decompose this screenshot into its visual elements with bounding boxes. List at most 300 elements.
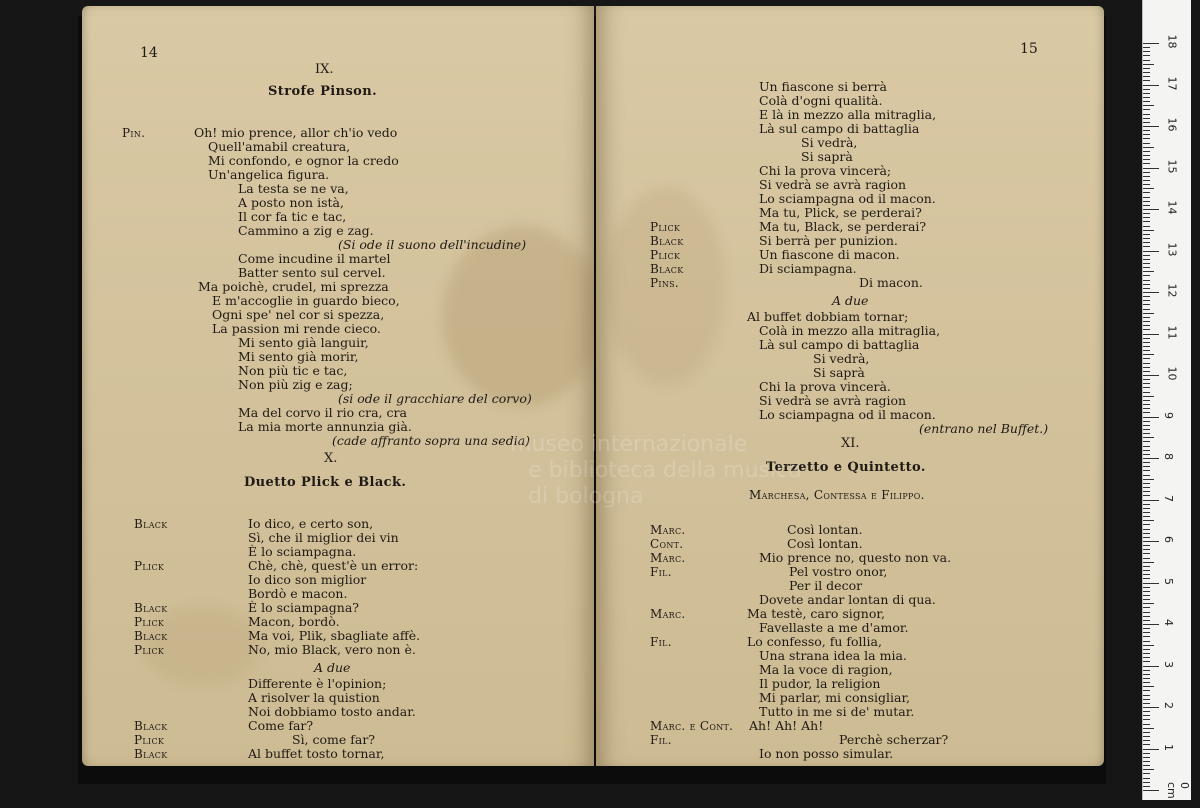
stage-direction: (si ode il gracchiare del corvo) <box>338 391 532 406</box>
ruler-minor-tick <box>1143 197 1150 198</box>
ruler-minor-tick <box>1143 545 1150 546</box>
ruler-minor-tick <box>1143 491 1150 492</box>
speaker-label: Plick <box>134 733 165 747</box>
stage-direction: A due <box>832 293 869 308</box>
ruler-minor-tick <box>1143 462 1150 463</box>
ruler-tick <box>1143 375 1159 376</box>
verse-line: Non più zig e zag; <box>238 377 353 392</box>
ruler-minor-tick <box>1143 454 1150 455</box>
ruler-minor-tick <box>1143 122 1150 123</box>
ruler-minor-tick <box>1143 230 1154 231</box>
ruler-minor-tick <box>1143 765 1150 766</box>
ruler-minor-tick <box>1143 180 1150 181</box>
verse-line: Mi parlar, mi consigliar, <box>759 690 911 705</box>
verse-line: Un'angelica figura. <box>208 167 330 182</box>
speaker-label: Plick <box>134 559 165 573</box>
speaker-label: Cont. <box>650 537 684 551</box>
ruler-minor-tick <box>1143 105 1154 106</box>
ruler-minor-tick <box>1143 114 1150 115</box>
verse-line: Noi dobbiamo tosto andar. <box>248 704 416 719</box>
speaker-label: Plick <box>134 615 165 629</box>
ruler-minor-tick <box>1143 433 1150 434</box>
stage-direction: A due <box>314 660 351 675</box>
right-page <box>596 6 1104 766</box>
stage-direction: (Si ode il suono dell'incudine) <box>338 237 527 252</box>
verse-line: Di macon. <box>859 275 923 290</box>
section-numeral: XI. <box>841 436 860 451</box>
ruler-minor-tick <box>1143 529 1150 530</box>
ruler-minor-tick <box>1143 786 1150 787</box>
verse-line: Ma tu, Plick, se perderai? <box>759 205 922 220</box>
ruler-number: 11 <box>1165 325 1179 339</box>
ruler-minor-tick <box>1143 60 1150 61</box>
section-title: Terzetto e Quintetto. <box>766 460 926 475</box>
verse-line: Si berrà per punizion. <box>759 233 898 248</box>
ruler-minor-tick <box>1143 325 1150 326</box>
speaker-label: Pin. <box>122 126 146 140</box>
ruler-minor-tick <box>1143 267 1150 268</box>
ruler-minor-tick <box>1143 736 1150 737</box>
ruler-minor-tick <box>1143 192 1150 193</box>
ruler-minor-tick <box>1143 778 1150 779</box>
verse-line: Là sul campo di battaglia <box>759 337 920 352</box>
ruler-minor-tick <box>1143 288 1150 289</box>
speaker-label: Plick <box>650 220 681 234</box>
verse-line: Io dico son miglior <box>248 572 367 587</box>
verse-line: No, mio Black, vero non è. <box>248 642 416 657</box>
verse-line: Come far? <box>248 718 314 733</box>
ruler-number: 1 <box>1162 743 1175 751</box>
ruler-minor-tick <box>1143 657 1150 658</box>
verse-line: A risolver la quistion <box>248 690 380 705</box>
ruler-minor-tick <box>1143 147 1154 148</box>
ruler-minor-tick <box>1143 553 1150 554</box>
page-number: 14 <box>140 45 158 61</box>
ruler-minor-tick <box>1143 205 1150 206</box>
ruler-minor-tick <box>1143 724 1150 725</box>
verse-line: Come incudine il martel <box>238 251 391 266</box>
verse-line: Un fiascone di macon. <box>759 247 900 262</box>
verse-line: Mi confondo, e ognor la credo <box>208 153 399 168</box>
ruler-minor-tick <box>1143 350 1150 351</box>
ruler-minor-tick <box>1143 674 1150 675</box>
ruler-number: 15 <box>1165 159 1179 173</box>
ruler-number: 6 <box>1162 536 1175 543</box>
ruler-minor-tick <box>1143 371 1150 372</box>
ruler-minor-tick <box>1143 89 1150 90</box>
ruler-minor-tick <box>1143 562 1154 563</box>
ruler-minor-tick <box>1143 404 1150 405</box>
ruler-minor-tick <box>1143 524 1150 525</box>
ruler-tick <box>1143 334 1159 335</box>
ruler-minor-tick <box>1143 757 1150 758</box>
ruler-minor-tick <box>1143 446 1150 447</box>
ruler-minor-tick <box>1143 400 1150 401</box>
ruler-minor-tick <box>1143 512 1150 513</box>
verse-line: Favellaste a me d'amor. <box>759 620 909 635</box>
verse-line: Là sul campo di battaglia <box>759 121 920 136</box>
ruler-minor-tick <box>1143 470 1150 471</box>
verse-line: Non più tic e tac, <box>238 363 348 378</box>
ruler-minor-tick <box>1143 246 1150 247</box>
verse-line: Chè, chè, quest'è un error: <box>248 558 419 573</box>
ruler-minor-tick <box>1143 217 1150 218</box>
ruler-minor-tick <box>1143 537 1150 538</box>
ruler-minor-tick <box>1143 620 1150 621</box>
ruler-minor-tick <box>1143 587 1150 588</box>
verse-line: Mio prence no, questo non va. <box>759 550 952 565</box>
verse-line: Lo sciampagna od il macon. <box>759 407 936 422</box>
verse-line: Tutto in me si de' mutar. <box>759 704 915 719</box>
verse-line: Colà d'ogni qualità. <box>759 93 883 108</box>
verse-line: Un fiascone si berrà <box>759 79 887 94</box>
ruler-number: 18 <box>1165 34 1179 49</box>
ruler-minor-tick <box>1143 259 1150 260</box>
speaker-label: Fil. <box>650 565 672 579</box>
ruler-minor-tick <box>1143 201 1150 202</box>
verse-line: È lo sciampagna. <box>248 544 357 559</box>
ruler-minor-tick <box>1143 487 1150 488</box>
ruler-minor-tick <box>1143 740 1150 741</box>
ruler-minor-tick <box>1143 184 1150 185</box>
ruler-minor-tick <box>1143 695 1150 696</box>
ruler-minor-tick <box>1143 595 1150 596</box>
ruler-minor-tick <box>1143 782 1150 783</box>
measuring-ruler <box>1142 0 1191 800</box>
speaker-label: Fil. <box>650 733 672 747</box>
ruler-tick <box>1143 209 1159 210</box>
ruler-minor-tick <box>1143 441 1150 442</box>
ruler-minor-tick <box>1143 636 1150 637</box>
speaker-label: Marc. <box>650 523 686 537</box>
watermark-line-2: e biblioteca della musica <box>528 458 802 483</box>
ruler-minor-tick <box>1143 387 1150 388</box>
ruler-minor-tick <box>1143 761 1150 762</box>
ruler-minor-tick <box>1143 483 1150 484</box>
ruler-minor-tick <box>1143 520 1154 521</box>
ruler-minor-tick <box>1143 715 1150 716</box>
ruler-minor-tick <box>1143 466 1150 467</box>
ruler-tick <box>1143 624 1159 625</box>
ruler-minor-tick <box>1143 383 1150 384</box>
ruler-minor-tick <box>1143 607 1150 608</box>
ruler-minor-tick <box>1143 645 1154 646</box>
ruler-minor-tick <box>1143 632 1150 633</box>
ruler-tick <box>1143 251 1159 252</box>
ruler-minor-tick <box>1143 392 1150 393</box>
ruler-minor-tick <box>1143 213 1150 214</box>
verse-line: Sì, che il miglior dei vin <box>248 530 399 545</box>
ruler-minor-tick <box>1143 367 1150 368</box>
speaker-label: Black <box>650 262 684 276</box>
ruler-tick <box>1143 168 1159 169</box>
ruler-minor-tick <box>1143 421 1150 422</box>
ruler-minor-tick <box>1143 358 1150 359</box>
ruler-minor-tick <box>1143 80 1150 81</box>
verse-line: Ma testè, caro signor, <box>747 606 885 621</box>
ruler-minor-tick <box>1143 342 1150 343</box>
ruler-minor-tick <box>1143 504 1150 505</box>
speaker-label: Marc. <box>650 551 686 565</box>
ruler-tick <box>1143 707 1159 708</box>
verse-line: Si vedrà se avrà ragion <box>759 177 907 192</box>
ruler-minor-tick <box>1143 686 1154 687</box>
ruler-minor-tick <box>1143 678 1150 679</box>
ruler-minor-tick <box>1143 155 1150 156</box>
ruler-minor-tick <box>1143 566 1150 567</box>
ruler-tick <box>1143 749 1159 750</box>
verse-line: Al buffet dobbiam tornar; <box>747 309 909 324</box>
verse-line: La mia morte annunzia già. <box>238 419 412 434</box>
ruler-minor-tick <box>1143 300 1150 301</box>
ruler-number: 10 <box>1165 366 1179 381</box>
ruler-minor-tick <box>1143 753 1150 754</box>
ruler-minor-tick <box>1143 68 1150 69</box>
ruler-minor-tick <box>1143 412 1150 413</box>
verse-line: Perchè scherzar? <box>839 732 949 747</box>
verse-line: Di sciampagna. <box>759 261 857 276</box>
ruler-tick <box>1143 790 1159 791</box>
speaker-label: Fil. <box>650 635 672 649</box>
ruler-minor-tick <box>1143 508 1150 509</box>
cast-list: Marchesa, Contessa e Filippo. <box>749 488 925 502</box>
verse-line: Ma tu, Black, se perderai? <box>759 219 927 234</box>
speaker-label: Marc. e Cont. <box>650 719 734 733</box>
ruler-number: 2 <box>1162 702 1175 709</box>
ruler-minor-tick <box>1143 151 1150 152</box>
speaker-label: Black <box>134 517 168 531</box>
verse-line: Macon, bordò. <box>248 614 340 629</box>
ruler-minor-tick <box>1143 396 1154 397</box>
ruler-minor-tick <box>1143 437 1154 438</box>
verse-line: Io non posso simular. <box>759 746 894 761</box>
verse-line: Mi sento già morir, <box>238 349 359 364</box>
ruler-number: 8 <box>1162 453 1175 460</box>
ruler-minor-tick <box>1143 346 1150 347</box>
ruler-minor-tick <box>1143 450 1150 451</box>
verse-line: A posto non istà, <box>238 195 344 210</box>
verse-line: Si vedrà se avrà ragion <box>759 393 907 408</box>
ruler-minor-tick <box>1143 574 1150 575</box>
ruler-minor-tick <box>1143 238 1150 239</box>
ruler-minor-tick <box>1143 591 1150 592</box>
ruler-minor-tick <box>1143 773 1150 774</box>
ruler-minor-tick <box>1143 649 1150 650</box>
verse-line: Per il decor <box>789 578 863 593</box>
verse-line: Ah! Ah! Ah! <box>749 718 824 733</box>
ruler-tick <box>1143 85 1159 86</box>
ruler-minor-tick <box>1143 516 1150 517</box>
ruler-number: 3 <box>1162 660 1175 668</box>
ruler-minor-tick <box>1143 51 1150 52</box>
ruler-minor-tick <box>1143 76 1150 77</box>
ruler-minor-tick <box>1143 321 1150 322</box>
ruler-tick <box>1143 43 1159 44</box>
verse-line: Una strana idea la mia. <box>759 648 907 663</box>
ruler-minor-tick <box>1143 255 1150 256</box>
ruler-minor-tick <box>1143 304 1150 305</box>
ruler-number: 16 <box>1165 117 1179 132</box>
verse-line: Differente è l'opinion; <box>248 676 387 691</box>
ruler-minor-tick <box>1143 549 1150 550</box>
verse-line: Oh! mio prence, allor ch'io vedo <box>194 125 398 140</box>
verse-line: Si saprà <box>801 149 853 164</box>
ruler-minor-tick <box>1143 138 1150 139</box>
verse-line: Si vedrà, <box>813 351 870 366</box>
verse-line: Lo sciampagna od il macon. <box>759 191 936 206</box>
ruler-minor-tick <box>1143 329 1150 330</box>
ruler-minor-tick <box>1143 263 1150 264</box>
section-numeral: IX. <box>315 62 334 77</box>
ruler-minor-tick <box>1143 296 1150 297</box>
verse-line: Chi la prova vincerà. <box>759 379 891 394</box>
ruler-minor-tick <box>1143 97 1150 98</box>
verse-line: È lo sciampagna? <box>248 600 359 615</box>
ruler-minor-tick <box>1143 558 1150 559</box>
ruler-number: 13 <box>1165 242 1179 256</box>
ruler-minor-tick <box>1143 271 1154 272</box>
speaker-label: Pins. <box>650 276 680 290</box>
section2-numeral: X. <box>324 451 338 466</box>
ruler-minor-tick <box>1143 479 1154 480</box>
section2-title: Duetto Plick e Black. <box>244 475 407 490</box>
ruler-minor-tick <box>1143 699 1150 700</box>
ruler-minor-tick <box>1143 769 1154 770</box>
ruler-number: 5 <box>1162 577 1175 585</box>
ruler-minor-tick <box>1143 711 1150 712</box>
ruler-minor-tick <box>1143 744 1150 745</box>
verse-line: Ma del corvo il rio cra, cra <box>238 405 407 420</box>
ruler-minor-tick <box>1143 475 1150 476</box>
ruler-minor-tick <box>1143 109 1150 110</box>
ruler-minor-tick <box>1143 176 1150 177</box>
ruler-tick <box>1143 666 1159 667</box>
speaker-label: Black <box>134 601 168 615</box>
ruler-minor-tick <box>1143 226 1150 227</box>
ruler-minor-tick <box>1143 118 1150 119</box>
ruler-number: 17 <box>1165 76 1179 90</box>
ruler-minor-tick <box>1143 603 1154 604</box>
verse-line: Ma voi, Plik, sbagliate affè. <box>248 628 421 643</box>
ruler-minor-tick <box>1143 690 1150 691</box>
ruler-tick <box>1143 541 1159 542</box>
ruler-minor-tick <box>1143 570 1150 571</box>
verse-line: Sì, come far? <box>292 732 376 747</box>
ruler-minor-tick <box>1143 616 1150 617</box>
ruler-minor-tick <box>1143 703 1150 704</box>
verse-line: Si vedrà, <box>801 135 858 150</box>
verse-line: Bordò e macon. <box>248 586 348 601</box>
ruler-minor-tick <box>1143 653 1150 654</box>
ruler-minor-tick <box>1143 163 1150 164</box>
verse-line: Io dico, e certo son, <box>248 516 374 531</box>
ruler-minor-tick <box>1143 338 1150 339</box>
section-title: Strofe Pinson. <box>268 84 378 99</box>
ruler-number: 9 <box>1162 411 1175 419</box>
ruler-minor-tick <box>1143 728 1154 729</box>
verse-line: Si saprà <box>813 365 865 380</box>
ruler-minor-tick <box>1143 408 1150 409</box>
ruler-number: 7 <box>1162 494 1175 502</box>
ruler-minor-tick <box>1143 284 1150 285</box>
speaker-label: Plick <box>650 248 681 262</box>
ruler-minor-tick <box>1143 661 1150 662</box>
ruler-minor-tick <box>1143 495 1150 496</box>
ruler-minor-tick <box>1143 578 1150 579</box>
ruler-minor-tick <box>1143 101 1150 102</box>
ruler-minor-tick <box>1143 317 1150 318</box>
ruler-minor-tick <box>1143 612 1150 613</box>
ruler-minor-tick <box>1143 354 1154 355</box>
ruler-minor-tick <box>1143 425 1150 426</box>
verse-line: Il pudor, la religion <box>759 676 881 691</box>
watermark-line-1: museo internazionale <box>510 432 748 457</box>
verse-line: Quell'amabil creatura, <box>208 139 351 154</box>
verse-line: Chi la prova vincerà; <box>759 163 892 178</box>
verse-line: Il cor fa tic e tac, <box>238 209 347 224</box>
ruler-number: 0 cm <box>1165 782 1191 799</box>
ruler-minor-tick <box>1143 130 1150 131</box>
verse-line: Ma la voce di ragion, <box>759 662 893 677</box>
speaker-label: Black <box>134 747 168 761</box>
ruler-minor-tick <box>1143 221 1150 222</box>
ruler-minor-tick <box>1143 280 1150 281</box>
ruler-tick <box>1143 500 1159 501</box>
ruler-minor-tick <box>1143 670 1150 671</box>
ruler-minor-tick <box>1143 159 1150 160</box>
verse-line: Cammino a zig e zag. <box>238 223 374 238</box>
ruler-minor-tick <box>1143 242 1150 243</box>
ruler-tick <box>1143 583 1159 584</box>
verse-line: E là in mezzo alla mitraglia, <box>759 107 937 122</box>
speaker-label: Black <box>134 719 168 733</box>
ruler-minor-tick <box>1143 275 1150 276</box>
stage-direction: (cade affranto sopra una sedia) <box>332 433 531 448</box>
ruler-minor-tick <box>1143 641 1150 642</box>
stage-direction: (entrano nel Buffet.) <box>919 421 1049 436</box>
ruler-minor-tick <box>1143 429 1150 430</box>
ruler-tick <box>1143 458 1159 459</box>
ruler-minor-tick <box>1143 55 1150 56</box>
left-page <box>82 6 594 766</box>
verse-line: E m'accoglie in guardo bieco, <box>212 293 400 308</box>
ruler-minor-tick <box>1143 188 1154 189</box>
ruler-number: 14 <box>1165 200 1179 215</box>
ruler-minor-tick <box>1143 234 1150 235</box>
verse-line: Colà in mezzo alla mitraglia, <box>759 323 941 338</box>
verse-line: Ma poichè, crudel, mi sprezza <box>198 279 389 294</box>
ruler-minor-tick <box>1143 719 1150 720</box>
ruler-number: 4 <box>1162 619 1175 626</box>
ruler-minor-tick <box>1143 64 1154 65</box>
verse-line: Al buffet tosto tornar, <box>248 746 385 761</box>
ruler-tick <box>1143 126 1159 127</box>
ruler-minor-tick <box>1143 533 1150 534</box>
verse-line: Mi sento già languir, <box>238 335 369 350</box>
ruler-minor-tick <box>1143 682 1150 683</box>
ruler-minor-tick <box>1143 47 1150 48</box>
ruler-minor-tick <box>1143 309 1150 310</box>
ruler-minor-tick <box>1143 732 1150 733</box>
ruler-minor-tick <box>1143 93 1150 94</box>
verse-line: Ogni spe' nel cor si spezza, <box>212 307 385 322</box>
ruler-minor-tick <box>1143 72 1150 73</box>
verse-line: Così lontan. <box>787 536 863 551</box>
verse-line: Così lontan. <box>787 522 863 537</box>
ruler-number: 12 <box>1165 283 1179 298</box>
verse-line: La passion mi rende cieco. <box>212 321 381 336</box>
ruler-minor-tick <box>1143 134 1150 135</box>
